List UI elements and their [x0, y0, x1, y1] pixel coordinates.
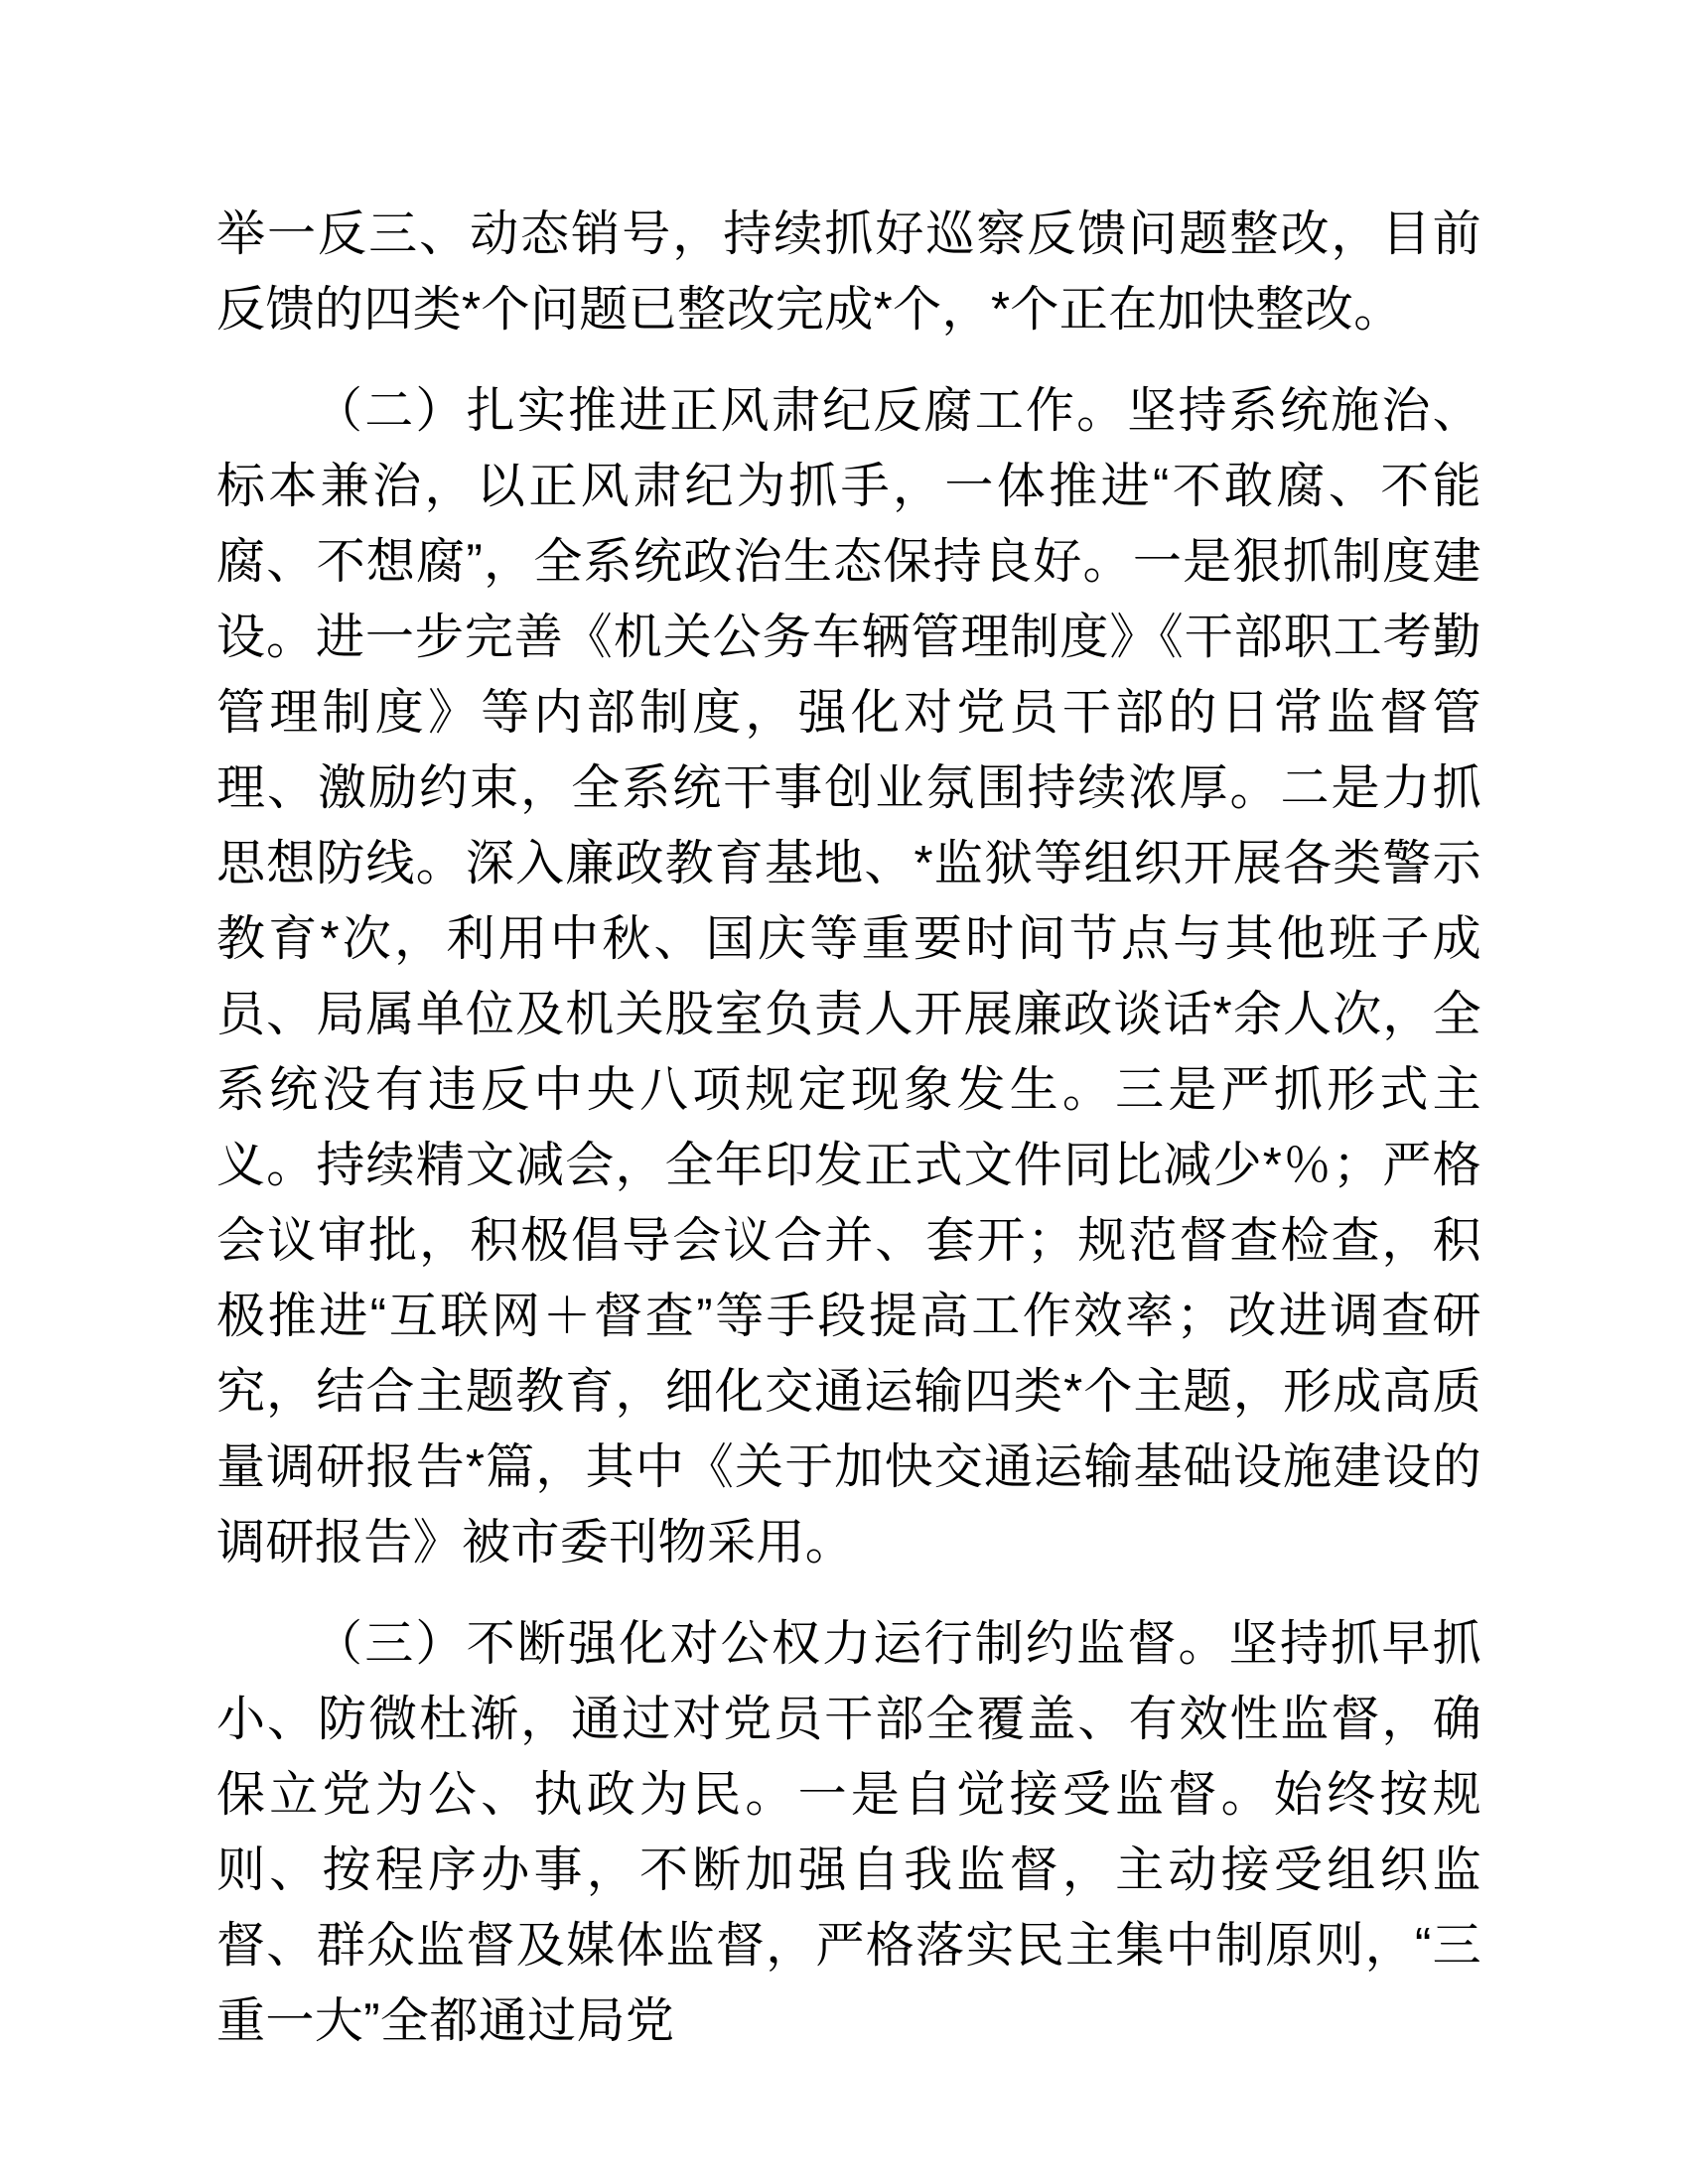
- paragraph-continued: 举一反三、动态销号，持续抓好巡察反馈问题整改，目前反馈的四类*个问题已整改完成*个，*个正在加快整改。: [216, 207, 1481, 337]
- document-body: [216, 197, 1481, 2059]
- paragraph-section-two: （二）扎实推进正风肃纪反腐工作。坚持系统施治、标本兼治，以正风肃纪为抓手，一体推进“不敢腐、不能腐、不想腐”，全系统政治生态保持良好。一是狠抓制度建设。进一步完善《机关公务车辆管理制度》《干部职工考勤管理制度》等内部制度，强化对党员干部的日常监督管理、激励约束，全系统干事创业氛围持续浓厚。二是力抓思想防线。深入廉政教育基地、*监狱等组织开展各类警示教育*次，利用中秋、国庆等重要时间节点与其他班子成员、局属单位及机关股室负责人开展廉政谈话*余人次，全系统没有违反中央八项规定现象发生。三是严抓形式主义。持续精文减会，全年印发正式文件同比减少*％；严格会议审批，积极倡导会议合并、套开；规范督查检查，积极推进“互联网＋督查”等手段提高工作效率；改进调查研究，结合主题教育，细化交通运输四类*个主题，形成高质量调研报告*篇，其中《关于加快交通运输基础设施建设的调研报告》被市委刊物采用。: [216, 384, 1481, 1570]
- paragraph-section-three: （三）不断强化对公权力运行制约监督。坚持抓早抓小、防微杜渐，通过对党员干部全覆盖、有效性监督，确保立党为公、执政为民。一是自觉接受监督。始终按规则、按程序办事，不断加强自我监督，主动接受组织监督、群众监督及媒体监督，严格落实民主集中制原则，“三重一大”全都通过局党: [216, 1617, 1481, 2048]
